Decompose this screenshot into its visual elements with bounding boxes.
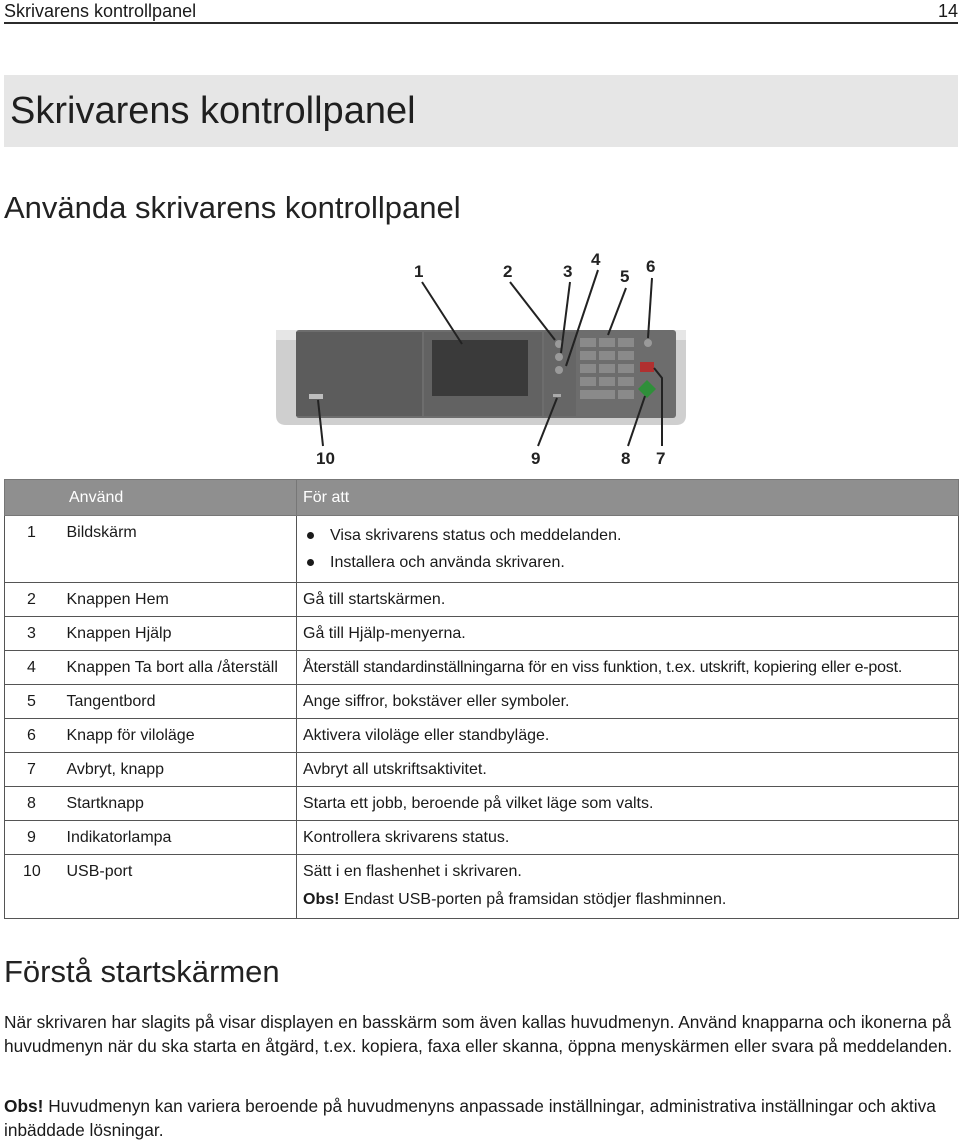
home-screen-paragraph: När skrivaren har slagits på visar displayen en basskärm som även kallas huvudmenyn. Använd knapparna och ikonerna på huvudmenyn när du ska starta en åtgärd, t.ex. kopiera, faxa eller skanna, öppna menyskärmen eller svara på meddelanden. [4,1012,953,1056]
row-number: 2 [5,583,61,617]
chapter-banner [4,75,958,147]
table-row [5,787,959,821]
row-name: Knappen Ta bort alla /återställ [61,651,297,685]
bullet-item: Visa skrivarens status och meddelanden. [303,522,952,549]
display-screen [432,340,528,396]
table-row [5,719,959,753]
row-number: 4 [5,651,61,685]
chapter-title: Skrivarens kontrollpanel [10,90,416,132]
table-row [5,855,959,919]
column-header-for: För att [297,480,959,516]
left-section [296,332,422,416]
row-description: Kontrollera skrivarens status. [297,821,959,855]
row-name: Knappen Hjälp [61,617,297,651]
callout-2: 2 [503,262,513,281]
row-number: 8 [5,787,61,821]
row-number: 3 [5,617,61,651]
table-row [5,821,959,855]
table-header-row [5,480,959,516]
reset-button-icon [555,366,563,374]
indicator-light-icon [553,394,561,397]
section-title-home-screen: Förstå startskärmen [4,954,280,989]
row-number: 5 [5,685,61,719]
row-description: Ange siffror, bokstäver eller symboler. [297,685,959,719]
row-description: Starta ett jobb, beroende på vilket läge som valts. [297,787,959,821]
row-name: USB-port [61,855,297,919]
callout-6: 6 [646,257,656,276]
column-header-use: Använd [5,480,297,516]
row-description: Gå till startskärmen. [297,583,959,617]
row-description: Gå till Hjälp-menyerna. [297,617,959,651]
table-row [5,583,959,617]
row-number: 1 [5,516,61,583]
control-panel-illustration [0,240,960,480]
callout-5: 5 [620,267,630,286]
callout-9: 9 [531,449,541,468]
row-name: Startknapp [61,787,297,821]
table-row [5,516,959,583]
callout-1: 1 [414,262,424,281]
row-name: Tangentbord [61,685,297,719]
stop-button-icon [640,362,654,372]
row-description [297,855,959,919]
note-label: Obs! [4,1096,44,1116]
leader-line-5 [608,288,626,335]
row-description: Återställ standardinställningarna för en viss funktion, t.ex. utskrift, kopiering eller e-post. [297,651,959,685]
row-description-text: Sätt i en flashenhet i skrivaren. [303,863,522,880]
table-row [5,753,959,787]
usb-port-icon [309,394,323,399]
callout-7: 7 [656,449,666,468]
row-number: 6 [5,719,61,753]
sleep-button-icon [644,339,652,347]
control-panel-legend-table [4,479,959,919]
section-title: Använda skrivarens kontrollpanel [4,190,461,225]
callout-4: 4 [591,250,601,269]
table-row [5,685,959,719]
page-number: 14 [937,1,958,21]
note-text: Endast USB-porten på framsidan stödjer flashminnen. [343,891,727,908]
page-header [4,0,958,24]
help-button-icon [555,353,563,361]
callout-10: 10 [316,449,335,468]
row-description: Avbryt all utskriftsaktivitet. [297,753,959,787]
row-name: Avbryt, knapp [61,753,297,787]
callout-8: 8 [621,449,631,468]
row-number: 9 [5,821,61,855]
row-description [297,516,959,583]
row-name: Knapp för viloläge [61,719,297,753]
row-description: Aktivera viloläge eller standbyläge. [297,719,959,753]
table-row [5,651,959,685]
note [303,890,952,910]
note-label: Obs! [303,891,340,908]
row-number: 10 [5,855,61,919]
row-name: Knappen Hem [61,583,297,617]
running-header-title: Skrivarens kontrollpanel [4,1,197,21]
row-name: Indikatorlampa [61,821,297,855]
table-row [5,617,959,651]
callout-3: 3 [563,262,573,281]
note-text: Huvudmenyn kan variera beroende på huvudmenyns anpassade inställningar, administrativa inställningar och aktiva inbäddade lösningar. [4,1096,936,1140]
leader-line-6 [648,278,652,338]
row-name: Bildskärm [61,516,297,583]
home-screen-note [4,1094,959,1142]
bullet-item: Installera och använda skrivaren. [303,549,952,576]
row-number: 7 [5,753,61,787]
